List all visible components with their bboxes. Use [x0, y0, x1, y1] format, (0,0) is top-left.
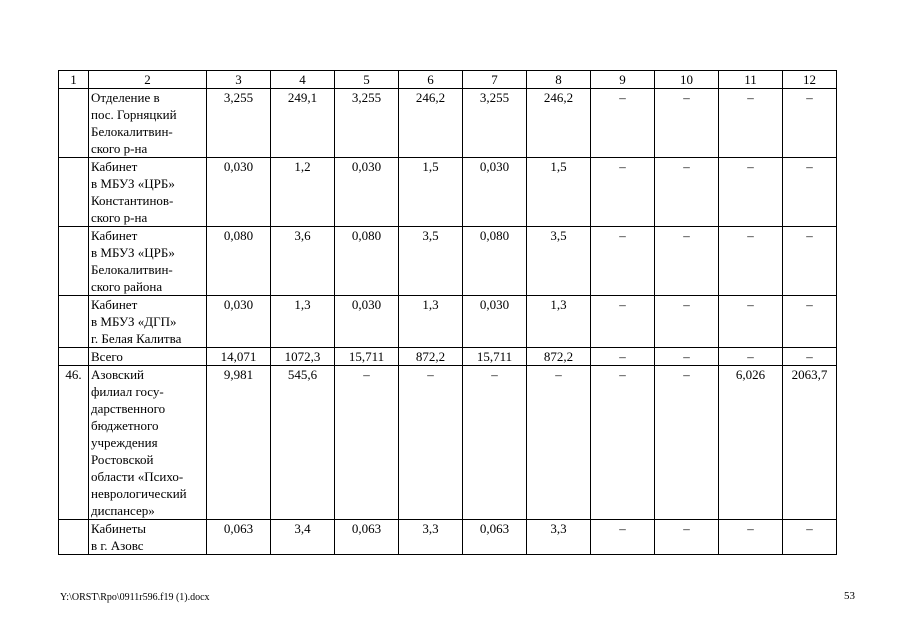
value-cell: 545,6	[271, 366, 335, 520]
row-name-cell: Кабинет в МБУЗ «ЦРБ» Белокалитвин- ского района	[89, 227, 207, 296]
value-cell: –	[655, 158, 719, 227]
value-cell: 0,080	[207, 227, 271, 296]
table-row	[59, 89, 837, 158]
header-cell: 11	[719, 71, 783, 89]
header-cell: 10	[655, 71, 719, 89]
value-cell: 14,071	[207, 348, 271, 366]
value-cell: 1,3	[399, 296, 463, 348]
value-cell: 872,2	[527, 348, 591, 366]
value-cell: –	[719, 348, 783, 366]
value-cell: –	[783, 227, 837, 296]
row-name-cell: Кабинеты в г. Азовс	[89, 520, 207, 555]
value-cell: –	[719, 89, 783, 158]
value-cell: –	[463, 366, 527, 520]
value-cell: –	[591, 366, 655, 520]
row-name-cell: Отделение в пос. Горняцкий Белокалитвин- ского р-на	[89, 89, 207, 158]
value-cell: 15,711	[463, 348, 527, 366]
value-cell: 3,255	[463, 89, 527, 158]
value-cell: 2063,7	[783, 366, 837, 520]
header-cell: 8	[527, 71, 591, 89]
value-cell: 3,255	[207, 89, 271, 158]
value-cell: 3,5	[527, 227, 591, 296]
page-number: 53	[844, 590, 855, 602]
value-cell: 3,4	[271, 520, 335, 555]
value-cell: 0,080	[463, 227, 527, 296]
value-cell: –	[719, 227, 783, 296]
row-name-cell: Азовский филиал госу- дарственного бюджетного учреждения Ростовской области «Психо- неврологический диспансер»	[89, 366, 207, 520]
value-cell: 1,5	[527, 158, 591, 227]
value-cell: –	[591, 520, 655, 555]
table-row	[59, 520, 837, 555]
value-cell: –	[655, 296, 719, 348]
header-cell: 7	[463, 71, 527, 89]
row-index-cell: 46.	[59, 366, 89, 520]
value-cell: –	[335, 366, 399, 520]
value-cell: –	[783, 89, 837, 158]
value-cell: 872,2	[399, 348, 463, 366]
file-path-footer: Y:\ORST\Rpo\0911r596.f19 (1).docx	[60, 592, 210, 603]
value-cell: –	[591, 296, 655, 348]
row-name-cell: Кабинет в МБУЗ «ДГП» г. Белая Калитва	[89, 296, 207, 348]
data-table	[58, 70, 837, 555]
row-index-cell	[59, 348, 89, 366]
header-cell: 4	[271, 71, 335, 89]
row-index-cell	[59, 520, 89, 555]
value-cell: 3,3	[527, 520, 591, 555]
value-cell: –	[719, 520, 783, 555]
table-row	[59, 296, 837, 348]
value-cell: –	[591, 89, 655, 158]
value-cell: –	[527, 366, 591, 520]
table-row	[59, 227, 837, 296]
value-cell: 1,5	[399, 158, 463, 227]
value-cell: 3,255	[335, 89, 399, 158]
value-cell: 3,6	[271, 227, 335, 296]
value-cell: 0,063	[335, 520, 399, 555]
value-cell: 0,030	[463, 296, 527, 348]
value-cell: –	[655, 89, 719, 158]
value-cell: 0,030	[207, 158, 271, 227]
value-cell: –	[655, 366, 719, 520]
value-cell: 0,063	[463, 520, 527, 555]
value-cell: 0,080	[335, 227, 399, 296]
value-cell: –	[783, 158, 837, 227]
value-cell: 15,711	[335, 348, 399, 366]
value-cell: 0,030	[207, 296, 271, 348]
header-cell: 12	[783, 71, 837, 89]
value-cell: –	[719, 296, 783, 348]
value-cell: 9,981	[207, 366, 271, 520]
value-cell: 3,5	[399, 227, 463, 296]
row-index-cell	[59, 158, 89, 227]
value-cell: 1,2	[271, 158, 335, 227]
value-cell: –	[783, 520, 837, 555]
value-cell: –	[655, 348, 719, 366]
value-cell: –	[591, 348, 655, 366]
value-cell: 1072,3	[271, 348, 335, 366]
row-index-cell	[59, 89, 89, 158]
table-row	[59, 348, 837, 366]
value-cell: 249,1	[271, 89, 335, 158]
value-cell: 1,3	[271, 296, 335, 348]
value-cell: –	[783, 296, 837, 348]
header-cell: 6	[399, 71, 463, 89]
value-cell: –	[719, 158, 783, 227]
table-header-row	[59, 71, 837, 89]
value-cell: –	[783, 348, 837, 366]
value-cell: 6,026	[719, 366, 783, 520]
table-row	[59, 158, 837, 227]
value-cell: 0,030	[335, 296, 399, 348]
header-cell: 2	[89, 71, 207, 89]
value-cell: 3,3	[399, 520, 463, 555]
header-cell: 5	[335, 71, 399, 89]
value-cell: –	[399, 366, 463, 520]
value-cell: 1,3	[527, 296, 591, 348]
value-cell: –	[655, 227, 719, 296]
value-cell: 246,2	[527, 89, 591, 158]
header-cell: 3	[207, 71, 271, 89]
row-index-cell	[59, 296, 89, 348]
row-name-cell: Кабинет в МБУЗ «ЦРБ» Константинов- ского р-на	[89, 158, 207, 227]
row-index-cell	[59, 227, 89, 296]
table-row	[59, 366, 837, 520]
value-cell: –	[655, 520, 719, 555]
row-name-cell: Всего	[89, 348, 207, 366]
value-cell: –	[591, 227, 655, 296]
value-cell: 0,063	[207, 520, 271, 555]
value-cell: –	[591, 158, 655, 227]
header-cell: 9	[591, 71, 655, 89]
value-cell: 0,030	[463, 158, 527, 227]
header-cell: 1	[59, 71, 89, 89]
value-cell: 246,2	[399, 89, 463, 158]
value-cell: 0,030	[335, 158, 399, 227]
